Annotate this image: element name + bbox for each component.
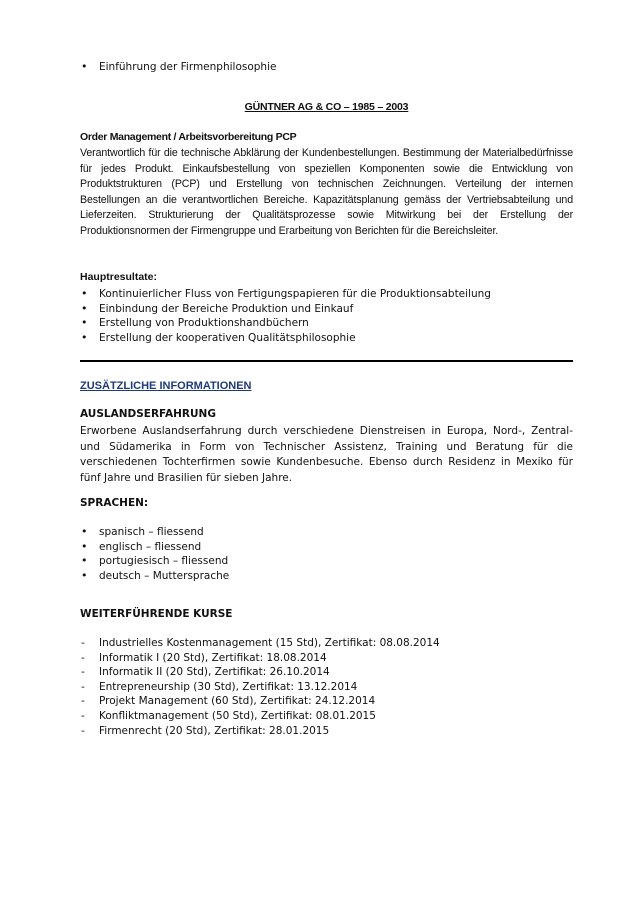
section-title: ZUSÄTZLICHE INFORMATIONEN — [80, 380, 252, 392]
courses-title: WEITERFÜHRENDE KURSE — [80, 608, 233, 620]
list-item: • Einführung der Firmenphilosophie — [80, 60, 573, 75]
company-heading: GÜNTNER AG & CO – 1985 – 2003 — [244, 101, 409, 113]
list-item: • Erstellung der kooperativen Qualitätsphilosophie — [80, 331, 573, 346]
horizontal-divider — [80, 360, 573, 362]
abroad-description: Erworbene Auslandserfahrung durch verschiedene Dienstreisen in Europa, Nord-, Zentral- und Südamerika in Form von Technischer Assistenz, Training und Beratung für die verschiedenen Tochterfirmen sowie Kundenbesuche. Ebenso durch Residenz in Mexiko für fünf Jahre und Brasilien für sieben Jahre. — [80, 425, 573, 484]
intro-bullet-list — [80, 60, 573, 75]
list-item: - Informatik I (20 Std), Zertifikat: 18.08.2014 — [80, 651, 573, 666]
role-title: Order Management / Arbeitsvorbereitung PCP — [80, 131, 297, 143]
languages-list — [80, 525, 573, 583]
courses-list — [80, 636, 573, 738]
list-item: • Erstellung von Produktionshandbüchern — [80, 316, 573, 331]
list-item: - Konfliktmanagement (50 Std), Zertifikat: 08.01.2015 — [80, 709, 573, 724]
languages-title: SPRACHEN: — [80, 497, 149, 509]
list-item: • spanisch – fliessend — [80, 525, 573, 540]
list-item: - Informatik II (20 Std), Zertifikat: 26.10.2014 — [80, 665, 573, 680]
abroad-title: AUSLANDSERFAHRUNG — [80, 408, 216, 420]
list-item: • englisch – fliessend — [80, 540, 573, 555]
list-item: - Firmenrecht (20 Std), Zertifikat: 28.01.2015 — [80, 724, 573, 739]
list-item: - Industrielles Kostenmanagement (15 Std), Zertifikat: 08.08.2014 — [80, 636, 573, 651]
list-item: • portugiesisch – fliessend — [80, 554, 573, 569]
list-item: • Kontinuierlicher Fluss von Fertigungspapieren für die Produktionsabteilung — [80, 287, 573, 302]
results-label: Hauptresultate: — [80, 271, 158, 283]
list-item: - Entrepreneurship (30 Std), Zertifikat: 13.12.2014 — [80, 680, 573, 695]
list-item: - Projekt Management (60 Std), Zertifikat: 24.12.2014 — [80, 694, 573, 709]
role-description: Verantwortlich für die technische Abklärung der Kundenbestellungen. Bestimmung der Materialbedürfnisse für jedes Produkt. Einkaufsbestellung von speziellen Komponenten sowie die Entwicklung von Produktstrukturen (PCP) und Erstellung von technischen Zeichnungen. Verteilung der internen Bestellungen an die verantwortlichen Bereiche. Kapazitätsplanung gemäss der Vertriebsabteilung und Lieferzeiten. Strukturierung der Qualitätsprozesse sowie Mitwirkung bei der Erstellung der Produktionsnormen der Firmengruppe und Erarbeitung von Berichten für die Bereichsleiter. — [80, 147, 573, 237]
list-item: • deutsch – Muttersprache — [80, 569, 573, 584]
list-item: • Einbindung der Bereiche Produktion und Einkauf — [80, 302, 573, 317]
results-list — [80, 287, 573, 345]
